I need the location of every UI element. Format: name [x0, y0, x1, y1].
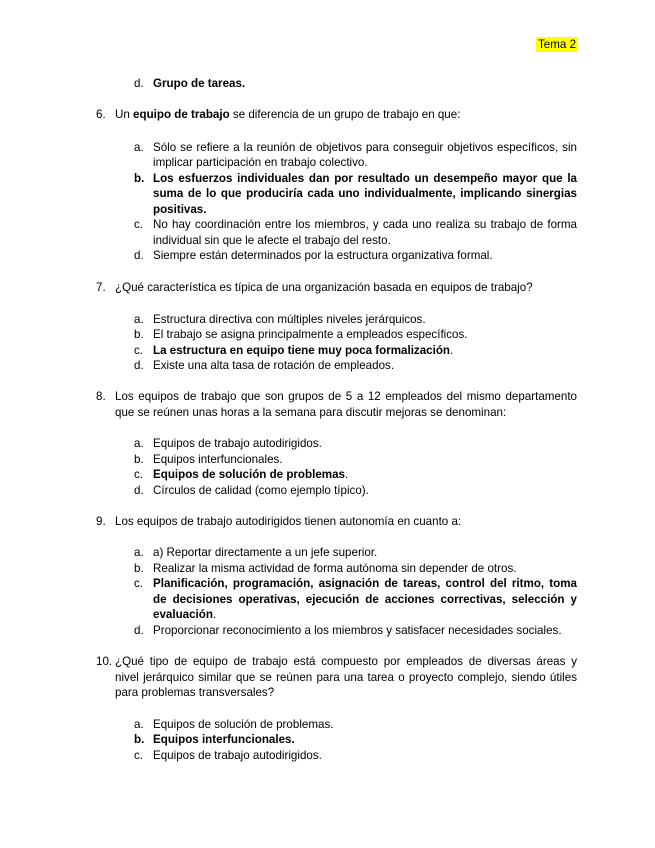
- option-text: Equipos de solución de problemas.: [153, 718, 334, 731]
- option-text-correct: Los esfuerzos individuales dan por resultado un desempeño mayor que la: [153, 172, 577, 185]
- option-marker: c.: [134, 218, 144, 231]
- option-text: Proporcionar reconocimiento a los miembros y satisfacer necesidades sociales.: [153, 624, 562, 637]
- option-text: a) Reportar directamente a un jefe superior.: [153, 546, 378, 559]
- option-text: implicar participación en trabajo colectivo.: [153, 156, 368, 169]
- option-marker: b.: [134, 172, 145, 185]
- option-text: Existe una alta tasa de rotación de empleados.: [153, 359, 395, 372]
- option-marker: d.: [134, 249, 144, 262]
- option-text: Siempre están determinados por la estructura organizativa formal.: [153, 249, 493, 262]
- option-text: Estructura directiva con múltiples niveles jerárquicos.: [153, 313, 426, 326]
- option-text: Círculos de calidad (como ejemplo típico).: [153, 484, 369, 497]
- option-marker: a.: [134, 546, 144, 559]
- option-marker: d.: [134, 359, 144, 372]
- option-marker: b.: [134, 453, 144, 466]
- topic-tag: Tema 2: [538, 38, 577, 51]
- option-text-correct: de decisiones operativas, ejecución de acciones correctivas, selección y: [153, 593, 577, 606]
- option-text: Equipos de trabajo autodirigidos.: [153, 437, 322, 450]
- option-text: El trabajo se asigna principalmente a empleados específicos.: [153, 328, 468, 341]
- option-text-correct: La estructura en equipo tiene muy poca formalización: [153, 344, 450, 357]
- option-marker: d.: [134, 624, 144, 637]
- question-text: ¿Qué tipo de equipo de trabajo está compuesto por empleados de diversas áreas y: [115, 655, 577, 668]
- option-text: Realizar la misma actividad de forma autónoma sin depender de otros.: [153, 562, 517, 575]
- question-number: 9.: [96, 515, 106, 528]
- question-text: Los equipos de trabajo que son grupos de 5 a 12 empleados del mismo departamento: [115, 390, 577, 403]
- option-text-correct: Equipos de solución de problemas: [153, 468, 345, 481]
- option-text: La estructura en equipo tiene muy poca formalización.: [153, 344, 454, 357]
- option-text-correct: evaluación: [153, 608, 213, 621]
- option-marker: a.: [134, 718, 144, 731]
- question-text: Los equipos de trabajo autodirigidos tienen autonomía en cuanto a:: [115, 515, 462, 528]
- option-text-correct: suma de lo que produciría cada uno individualmente, implicando sinergias: [153, 187, 577, 200]
- question-number: 7.: [96, 281, 106, 294]
- option-marker: d.: [134, 484, 144, 497]
- option-marker: c.: [134, 468, 144, 481]
- question-text: Un equipo de trabajo se diferencia de un grupo de trabajo en que:: [115, 108, 461, 121]
- option-text: Equipos de trabajo autodirigidos.: [153, 749, 322, 762]
- option-text: individual sin que le afecte el trabajo del resto.: [153, 234, 391, 247]
- question-number: 8.: [96, 390, 106, 403]
- question-number: 10.: [96, 655, 113, 668]
- option-text-correct: positivas.: [153, 203, 207, 216]
- option-text: Equipos de solución de problemas.: [153, 468, 349, 481]
- option-marker: b.: [134, 328, 144, 341]
- option-text: Sólo se refiere a la reunión de objetivos para conseguir objetivos específicos, sin: [153, 141, 577, 154]
- option-marker: c.: [134, 344, 144, 357]
- option-text: No hay coordinación entre los miembros, y cada uno realiza su trabajo de forma: [153, 218, 577, 231]
- option-marker: a.: [134, 313, 144, 326]
- question-text: para problemas transversales?: [115, 686, 275, 699]
- option-marker: b.: [134, 562, 144, 575]
- option-marker: b.: [134, 733, 145, 746]
- option-marker: c.: [134, 577, 144, 590]
- option-marker: a.: [134, 437, 144, 450]
- option-text-correct: Grupo de tareas.: [153, 77, 246, 90]
- option-marker: d.: [134, 77, 144, 90]
- question-text: que se reúnen unas horas a la semana para discutir mejoras se denominan:: [115, 406, 507, 419]
- option-marker: a.: [134, 141, 144, 154]
- question-text: nivel jerárquico similar que se reúnen para una tarea o proyecto complejo, siendo útiles: [115, 671, 577, 684]
- option-marker: c.: [134, 749, 144, 762]
- option-text: Equipos interfuncionales.: [153, 453, 283, 466]
- question-text: ¿Qué característica es típica de una organización basada en equipos de trabajo?: [115, 281, 533, 294]
- option-text-correct: Planificación, programación, asignación de tareas, control del ritmo, toma: [153, 577, 577, 590]
- option-text-correct: Equipos interfuncionales.: [153, 733, 295, 746]
- option-text: evaluación.: [153, 608, 217, 621]
- question-number: 6.: [96, 108, 106, 121]
